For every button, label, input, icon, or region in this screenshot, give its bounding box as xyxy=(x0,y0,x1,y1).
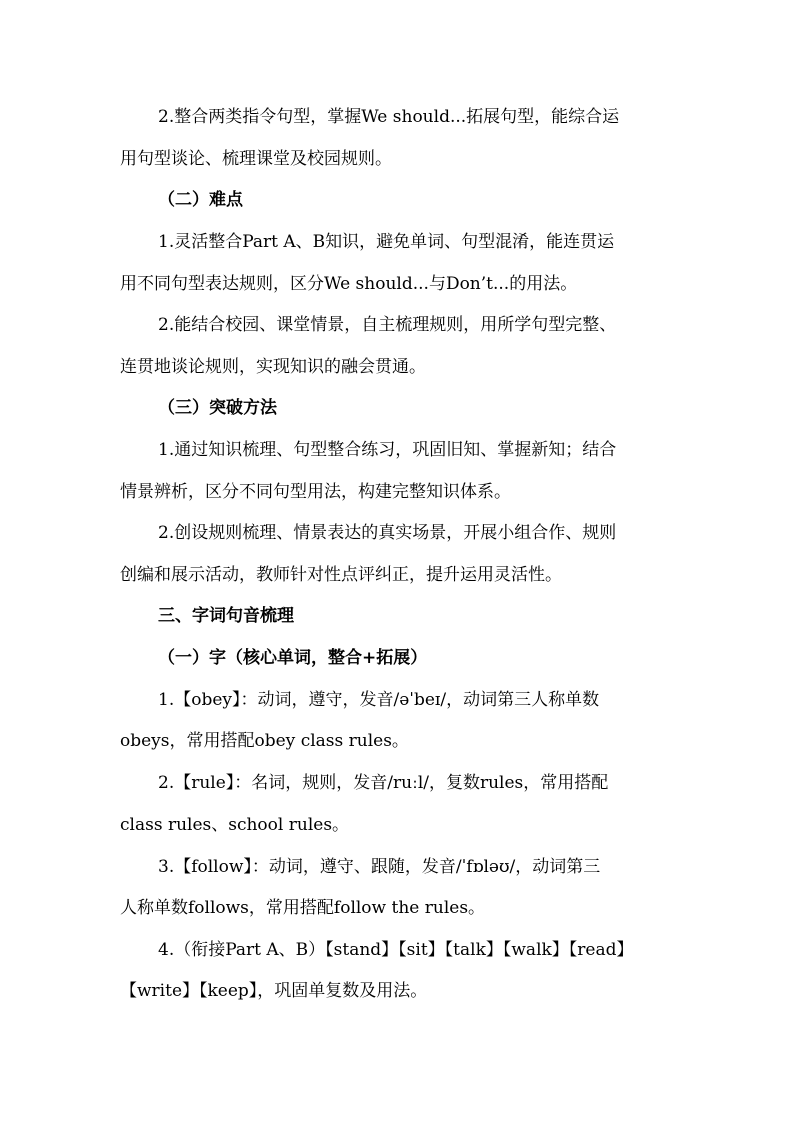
paragraph-line: obeys，常用搭配obey class rules。 xyxy=(120,731,409,751)
paragraph-line: 创编和展示活动，教师针对性点评纠正，提升运用灵活性。 xyxy=(120,565,562,585)
paragraph-line: 连贯地谈论规则，实现知识的融会贯通。 xyxy=(120,357,426,377)
paragraph-line: 2.整合两类指令句型，掌握We should...拓展句型，能综合运 xyxy=(158,107,620,127)
subsection-heading: （一）字（核心单词，整合+拓展） xyxy=(158,648,428,668)
paragraph-line: 1.通过知识梳理、句型整合练习，巩固旧知、掌握新知；结合 xyxy=(158,440,617,460)
section-heading: （三）突破方法 xyxy=(158,398,277,418)
section-heading: 三、字词句音梳理 xyxy=(158,606,294,626)
paragraph-line: 情景辨析，区分不同句型用法，构建完整知识体系。 xyxy=(120,482,511,502)
paragraph-line: 1.灵活整合Part A、B知识，避免单词、句型混淆，能连贯运 xyxy=(158,232,615,252)
paragraph-line: 2.能结合校园、课堂情景，自主梳理规则，用所学句型完整、 xyxy=(158,315,617,335)
paragraph-line: 【write】【keep】，巩固单复数及用法。 xyxy=(120,981,428,1001)
section-heading: （二）难点 xyxy=(158,190,243,210)
paragraph-line: 2.【rule】：名词，规则，发音/ruːl/，复数rules，常用搭配 xyxy=(158,773,609,793)
paragraph-line: 用句型谈论、梳理课堂及校园规则。 xyxy=(120,149,392,169)
paragraph-line: 3.【follow】：动词，遵守、跟随，发音/ˈfɒləʊ/，动词第三 xyxy=(158,857,601,877)
paragraph-line: class rules、school rules。 xyxy=(120,815,350,835)
paragraph-line: 人称单数follows，常用搭配follow the rules。 xyxy=(120,898,486,918)
paragraph-line: 用不同句型表达规则，区分We should...与Don’t...的用法。 xyxy=(120,274,578,294)
paragraph-line: 2.创设规则梳理、情景表达的真实场景，开展小组合作、规则 xyxy=(158,523,617,543)
paragraph-line: 1.【obey】：动词，遵守，发音/əˈbeɪ/，动词第三人称单数 xyxy=(158,690,600,710)
paragraph-line: 4.（衔接Part A、B）【stand】【sit】【talk】【walk】【read】 xyxy=(158,940,634,960)
